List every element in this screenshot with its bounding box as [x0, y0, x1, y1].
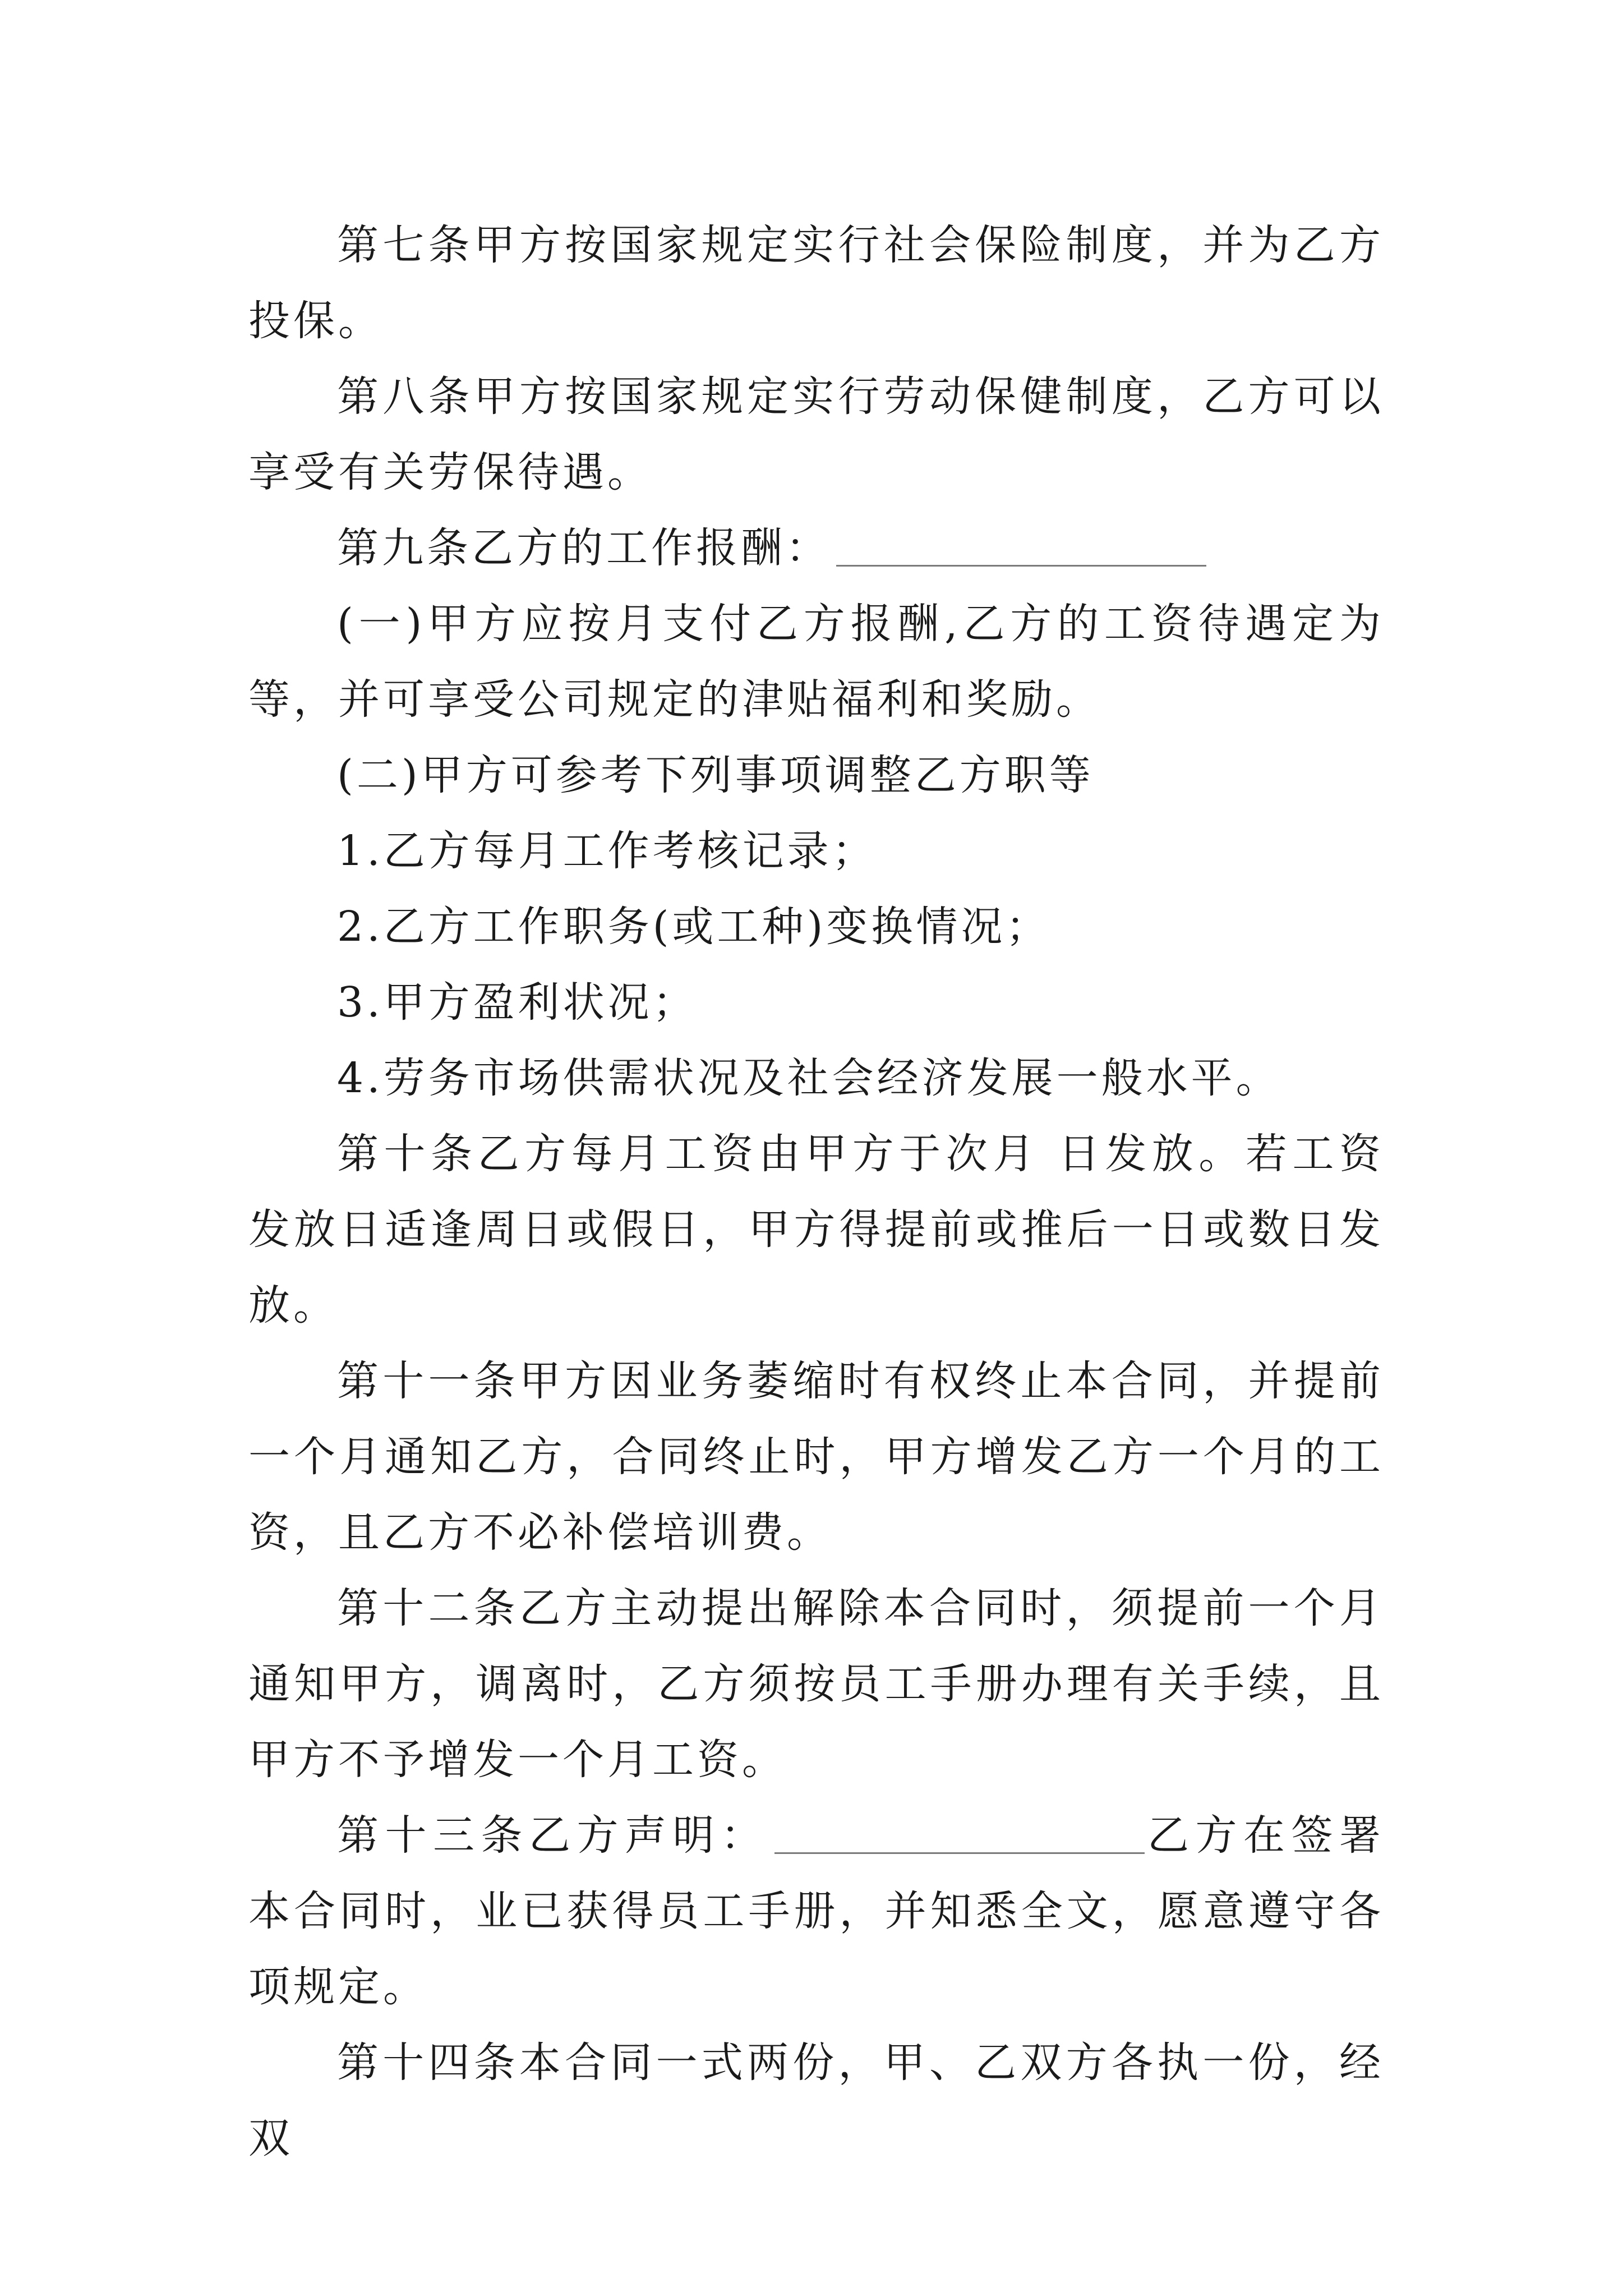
article-12: 第十二条乙方主动提出解除本合同时，须提前一个月通知甲方，调离时，乙方须按员工手册办理有关手续，且甲方不予增发一个月工资。 — [248, 1584, 1384, 1784]
article-9-item-2-sub-4: 4.劳务市场供需状况及社会经济发展一般水平。 — [337, 1054, 1281, 1102]
document-body — [248, 208, 1384, 2177]
article-13-blank-line — [774, 1813, 1145, 1854]
article-9-item-2-sub-3: 3.甲方盈利状况； — [337, 978, 698, 1027]
article-11: 第十一条甲方因业务萎缩时有权终止本合同，并提前一个月通知乙方，合同终止时，甲方增发乙方一个月的工资，且乙方不必补偿培训费。 — [248, 1357, 1384, 1557]
article-7: 第七条甲方按国家规定实行社会保险制度，并为乙方投保。 — [248, 221, 1384, 345]
article-13-text-b: 乙方在签署本合同时，业已获得员工手册，并知悉全文，愿意遵守各项规定。 — [248, 1811, 1384, 2011]
article-10: 第十条乙方每月工资由甲方于次月 日发放。若工资发放日适逢周日或假日，甲方得提前或推后一日或数日发放。 — [248, 1130, 1384, 1329]
article-9-item-2-sub-1: 1.乙方每月工作考核记录； — [337, 827, 877, 875]
article-9-blank-line — [836, 526, 1206, 567]
article-9-text: 第九条乙方的工作报酬： — [337, 524, 831, 572]
article-9-item-2: (二)甲方可参考下列事项调整乙方职等 — [337, 751, 1094, 799]
article-13 — [248, 1798, 1384, 2025]
article-9 — [248, 510, 1384, 586]
article-9-item-1: (一)甲方应按月支付乙方报酬,乙方的工资待遇定为等，并可享受公司规定的津贴福利和奖励。 — [248, 600, 1384, 724]
article-8: 第八条甲方按国家规定实行劳动保健制度，乙方可以享受有关劳保待遇。 — [248, 372, 1384, 496]
article-14: 第十四条本合同一式两份，甲、乙双方各执一份，经双 — [248, 2039, 1384, 2162]
article-9-item-2-sub-2: 2.乙方工作职务(或工种)变换情况； — [337, 903, 1051, 951]
article-13-text-a: 第十三条乙方声明： — [337, 1811, 769, 1860]
